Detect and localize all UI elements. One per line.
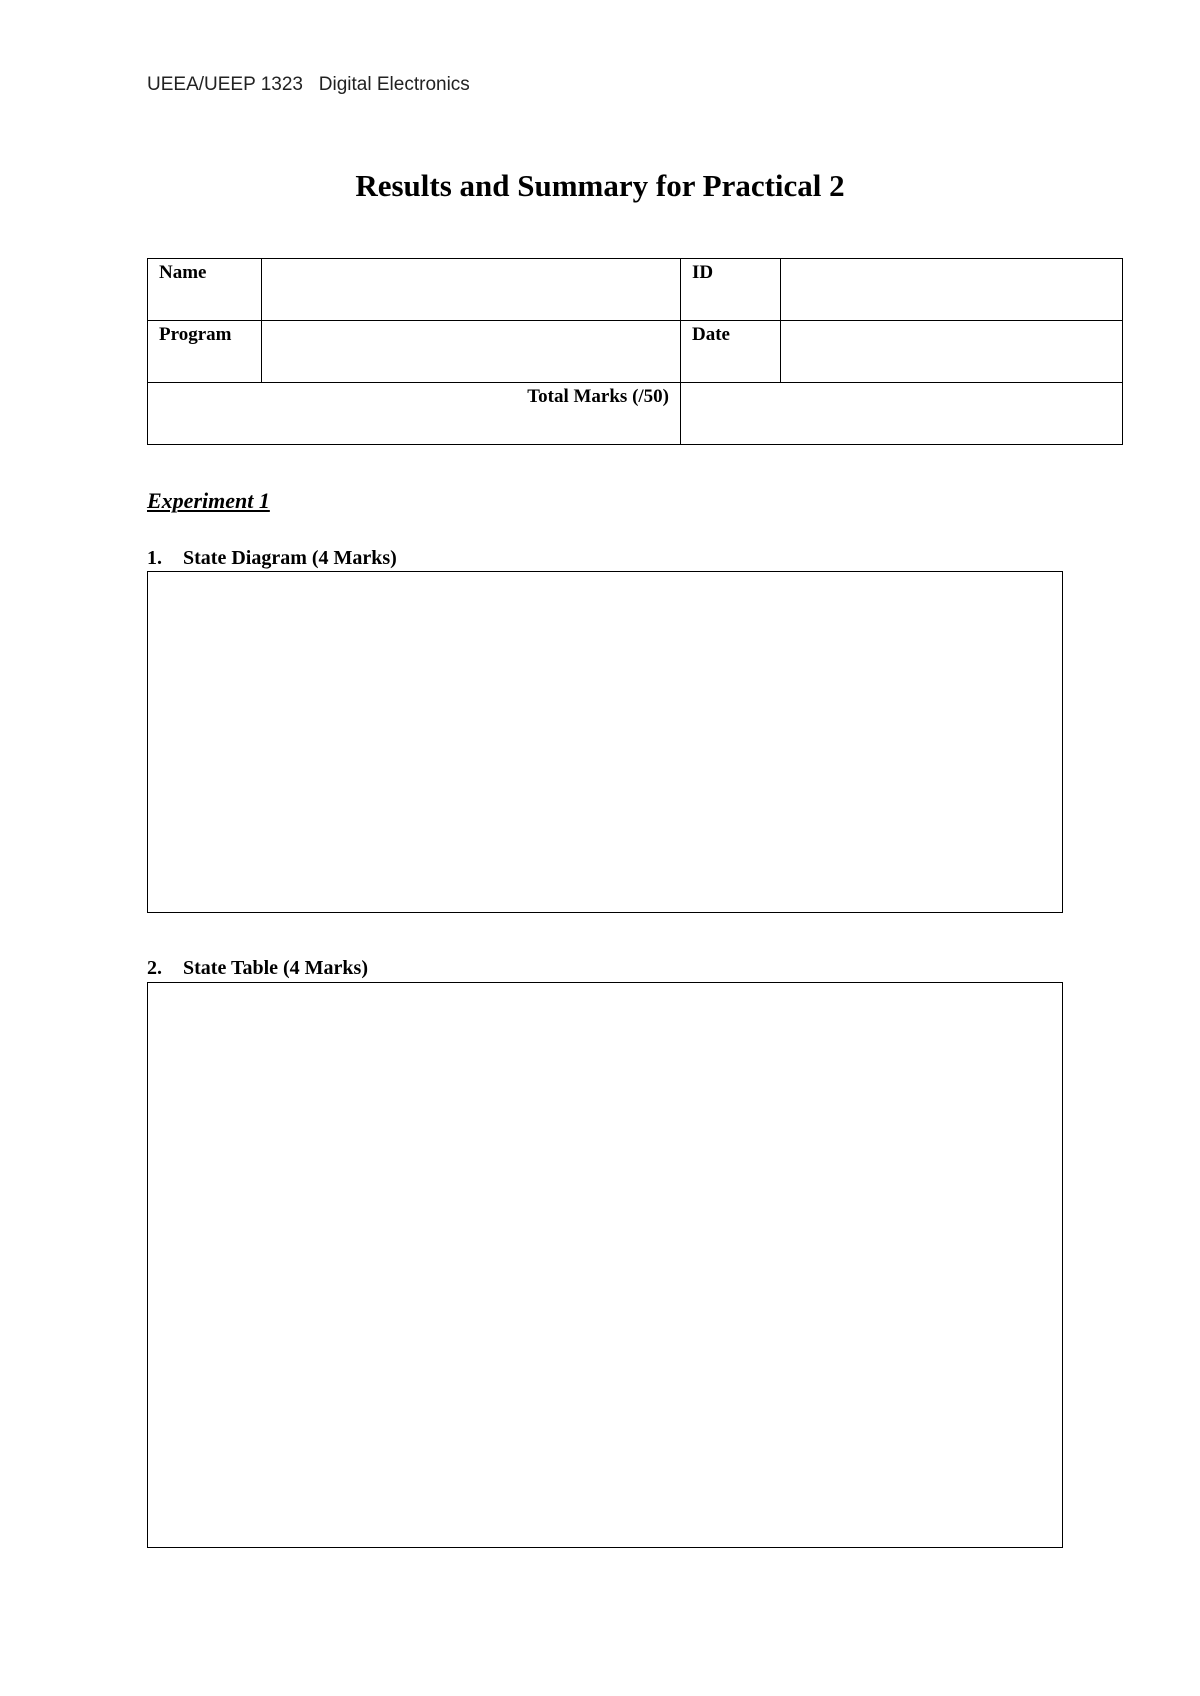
question-1-label: State Diagram (4 Marks) xyxy=(183,547,397,569)
state-diagram-answer-box[interactable] xyxy=(147,571,1063,913)
program-label: Program xyxy=(148,321,262,383)
student-info-table xyxy=(147,258,1123,445)
total-marks-field[interactable] xyxy=(681,383,1123,445)
info-row-program xyxy=(148,321,1123,383)
question-1-number: 1. xyxy=(147,547,162,569)
info-row-total-marks xyxy=(148,383,1123,445)
question-2-label: State Table (4 Marks) xyxy=(183,957,368,979)
name-label: Name xyxy=(148,259,262,321)
program-field[interactable] xyxy=(262,321,681,383)
id-label: ID xyxy=(681,259,781,321)
id-field[interactable] xyxy=(781,259,1123,321)
question-1 xyxy=(147,547,397,570)
page-title: Results and Summary for Practical 2 xyxy=(355,168,845,203)
date-field[interactable] xyxy=(781,321,1123,383)
total-marks-label: Total Marks (/50) xyxy=(148,383,681,445)
state-table-answer-box[interactable] xyxy=(147,982,1063,1548)
question-2-number: 2. xyxy=(147,957,162,979)
question-2 xyxy=(147,957,368,980)
info-row-name xyxy=(148,259,1123,321)
date-label: Date xyxy=(681,321,781,383)
name-field[interactable] xyxy=(262,259,681,321)
course-header: UEEA/UEEP 1323 Digital Electronics xyxy=(147,74,470,95)
experiment-heading: Experiment 1 xyxy=(147,488,270,513)
